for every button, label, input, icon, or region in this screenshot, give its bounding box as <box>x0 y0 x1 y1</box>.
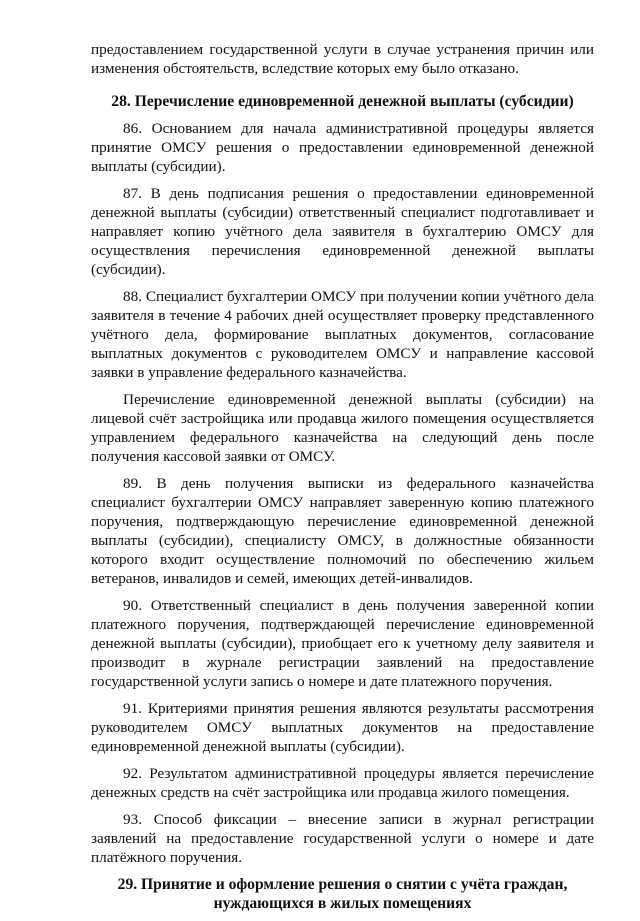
paragraph-93: 93. Способ фиксации – внесение записи в журнал регистрации заявлений на предоставление государственной услуги о номере и дате платёжного поручения. <box>91 811 594 866</box>
paragraph-90: 90. Ответственный специалист в день получения заверенной копии платежного поручения, подтверждающей перечисление единовременной денежной выплаты (субсидии), приобщает его к учетному делу заявителя и производит в журнале регистрации заявлений на предоставление государственной услуги запись о номере и дате платежного поручения. <box>91 597 594 690</box>
section-28-heading: 28. Перечисление единовременной денежной выплаты (субсидии) <box>111 93 574 110</box>
paragraph-88-continuation: Перечисление единовременной денежной выплаты (субсидии) на лицевой счёт застройщика или продавца жилого помещения осуществляется управлением федерального казначейства на следующий день после получения кассовой заявки от ОМСУ. <box>91 391 594 465</box>
paragraph-92: 92. Результатом административной процедуры является перечисление денежных средств на счёт застройщика или продавца жилого помещения. <box>91 765 594 801</box>
paragraph-88: 88. Специалист бухгалтерии ОМСУ при получении копии учётного дела заявителя в течение 4 рабочих дней осуществляет проверку представленного учётного дела, формирование выплатных документов, согласование выплатных документов с руководителем ОМСУ и направление кассовой заявки в управление федерального казначейства. <box>91 288 594 381</box>
paragraph-87: 87. В день подписания решения о предоставлении единовременной денежной выплаты (субсидии) ответственный специалист подготавливает и направляет копию учётного дела заявителя в бухгалтерию ОМСУ для осуществления перечисления единовременной денежной выплаты (субсидии). <box>91 185 594 278</box>
paragraph-91: 91. Критериями принятия решения являются результаты рассмотрения руководителем ОМСУ выплатных документов на предоставление единовременной денежной выплаты (субсидии). <box>91 700 594 755</box>
paragraph-89: 89. В день получения выписки из федерального казначейства специалист бухгалтерии ОМСУ направляет заверенную копию платежного поручения, подтверждающую перечисление единовременной денежной выплаты (субсидии), специалисту ОМСУ, в должностные обязанности которого входит осуществление полномочий по обеспечению жильем ветеранов, инвалидов и семей, имеющих детей-инвалидов. <box>91 475 594 587</box>
continuation-paragraph: предоставлением государственной услуги в случае устранения причин или изменения обстоятельств, вследствие которых ему было отказано. <box>91 41 594 77</box>
section-29-heading: 29. Принятие и оформление решения о снятии с учёта граждан, нуждающихся в жилых помещениях <box>117 876 568 912</box>
document-page <box>91 40 594 921</box>
paragraph-86: 86. Основанием для начала административной процедуры является принятие ОМСУ решения о предоставлении единовременной денежной выплаты (субсидии). <box>91 120 594 175</box>
